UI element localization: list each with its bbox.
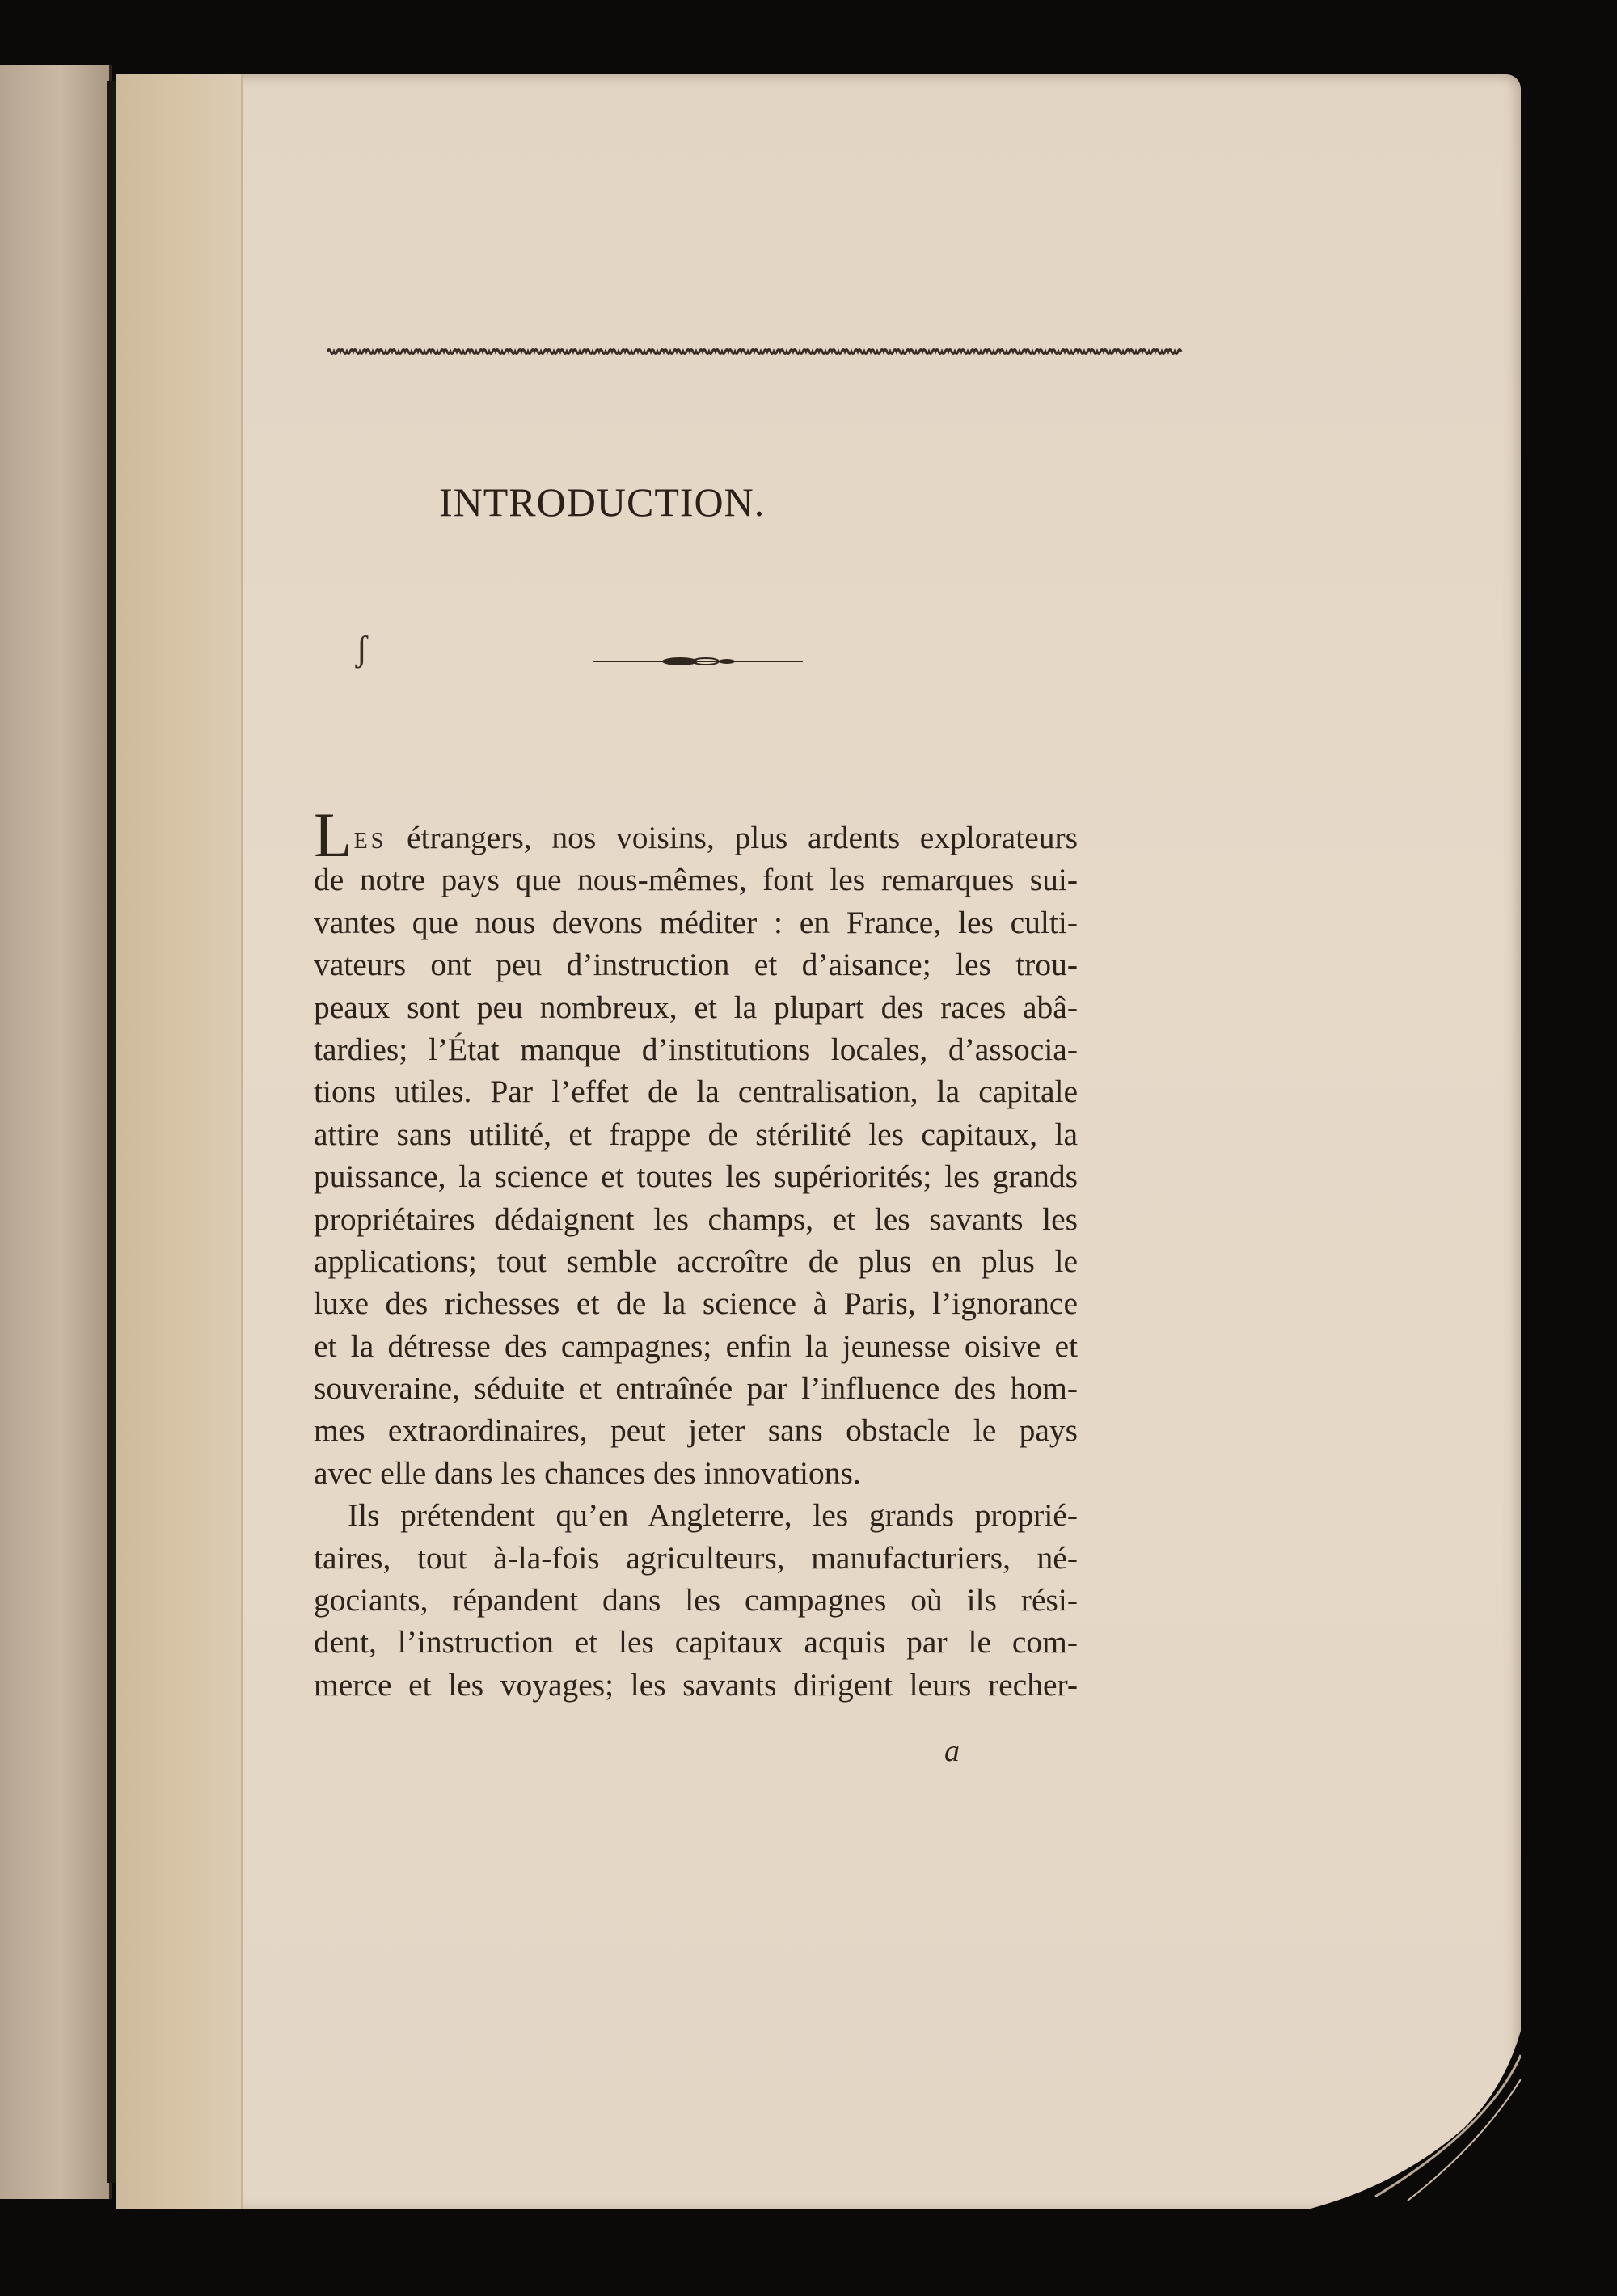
page-content — [116, 74, 1521, 2209]
header-ornamental-rule — [327, 346, 1184, 357]
text-line: vateurs ont peu d’instruction et d’aisance; les trou- — [314, 947, 1078, 983]
drop-cap-continuation: ES — [353, 829, 387, 854]
text-line: applications; tout semble accroître de plus en plus le — [314, 1243, 1078, 1279]
text-line: souveraine, séduite et entraînée par l’influence des hom- — [314, 1370, 1078, 1407]
text-line: peaux sont peu nombreux, et la plupart des races abâ- — [314, 989, 1078, 1025]
text-line: tions utiles. Par l’effet de la centralisation, la capitale — [314, 1074, 1078, 1110]
header-rule-wave — [327, 350, 1181, 354]
signature-mark: a — [944, 1734, 960, 1768]
left-facing-page-edge — [0, 65, 112, 2199]
text-line: dent, l’instruction et les capitaux acquis par le com- — [314, 1624, 1078, 1661]
page-corner-wear — [1278, 2031, 1521, 2209]
text-line: Ils prétendent qu’en Angleterre, les grands proprié- — [348, 1497, 1078, 1534]
text-line-first — [314, 800, 1078, 870]
text-line: et la détresse des campagnes; enfin la jeunesse oisive et — [314, 1327, 1078, 1364]
stray-ink-mark: ʃ — [356, 629, 368, 669]
text-line: mes extraordinaires, peut jeter sans obstacle le pays — [314, 1412, 1078, 1449]
text-line: luxe des richesses et de la science à Paris, l’ignorance — [314, 1285, 1078, 1322]
text-line: vantes que nous devons méditer : en France, les culti- — [314, 904, 1078, 940]
text-line: puissance, la science et toutes les supériorités; les grands — [314, 1159, 1078, 1195]
body-text — [314, 800, 1078, 1706]
title-ornament-divider — [593, 653, 803, 669]
text-line: avec elle dans les chances des innovations. — [314, 1454, 861, 1491]
text-line: attire sans utilité, et frappe de stérilité les capitaux, la — [314, 1116, 1078, 1152]
text-line: propriétaires dédaignent les champs, et les savants les — [314, 1201, 1078, 1237]
drop-cap: L — [314, 800, 353, 870]
text-line: de notre pays que nous-mêmes, font les remarques sui- — [314, 862, 1078, 898]
text-line: taires, tout à-la-fois agriculteurs, manufacturiers, né- — [314, 1539, 1078, 1576]
book-page — [116, 74, 1521, 2209]
text-line: merce et les voyages; les savants dirigent leurs recher- — [314, 1666, 1078, 1703]
text-line: gociants, répandent dans les campagnes où ils rési- — [314, 1582, 1078, 1619]
text-line: étrangers, nos voisins, plus ardents explorateurs — [386, 820, 1078, 855]
page-title: INTRODUCTION. — [439, 479, 766, 525]
text-line: tardies; l’État manque d’institutions locales, d’associa- — [314, 1031, 1078, 1067]
